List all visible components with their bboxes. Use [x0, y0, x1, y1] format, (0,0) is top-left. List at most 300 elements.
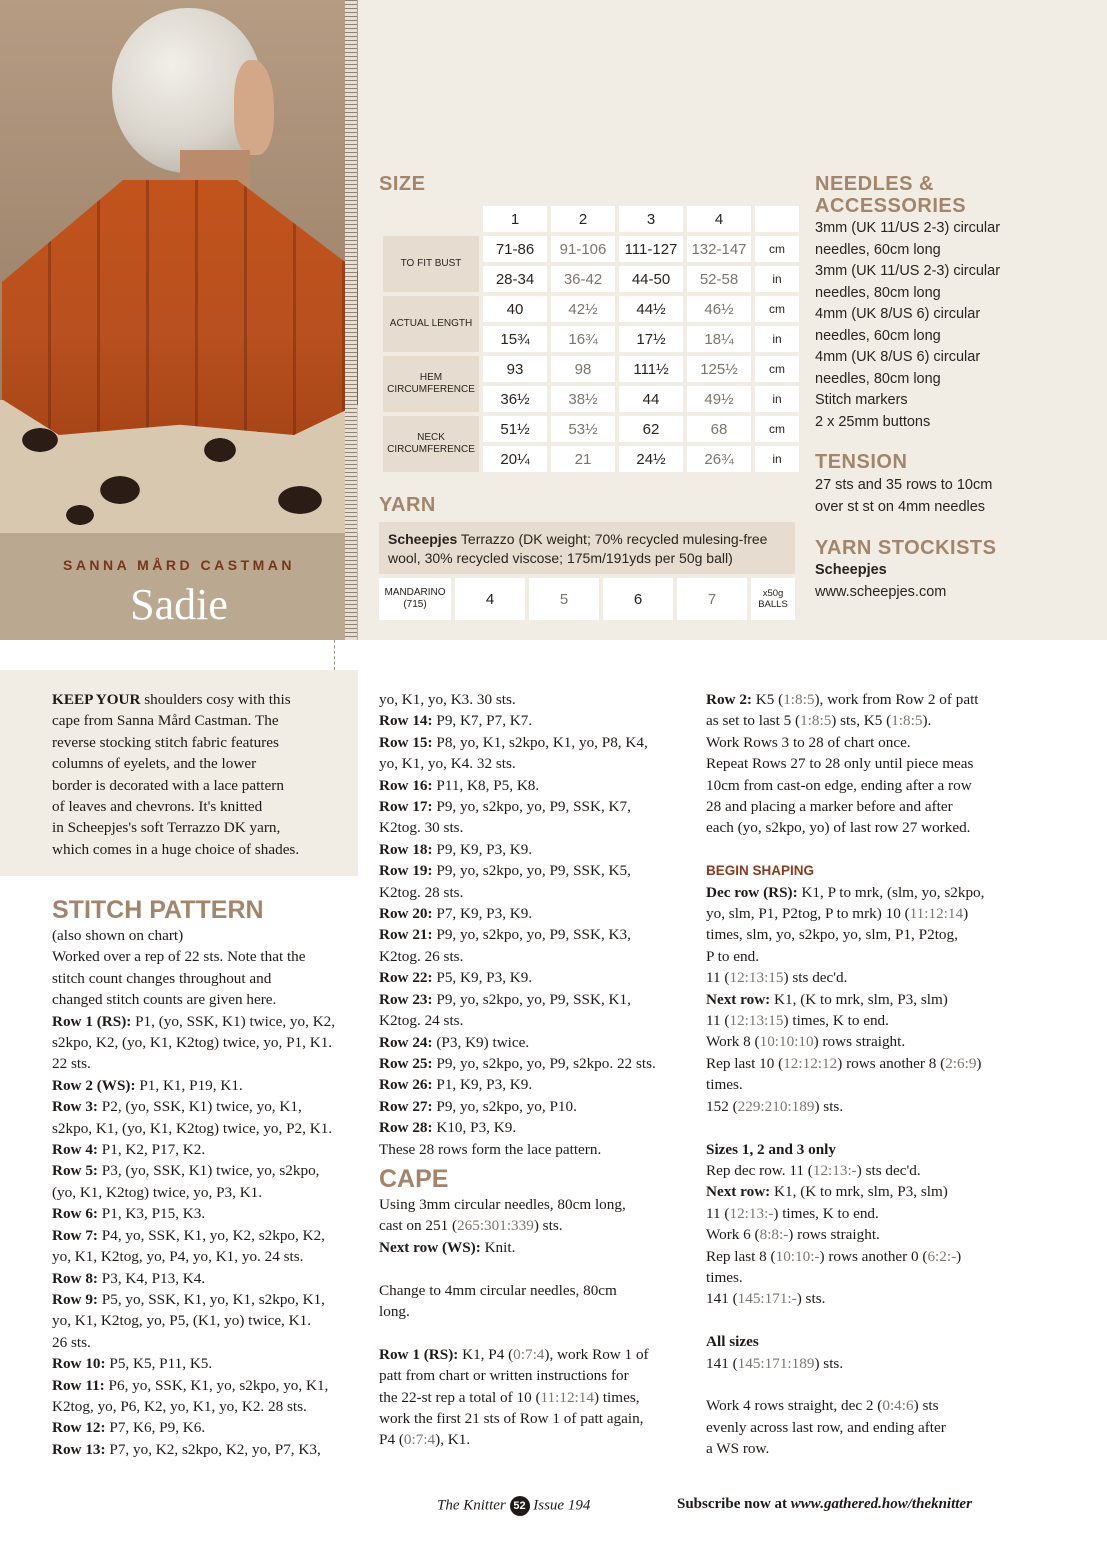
body-line: [379, 1237, 689, 1258]
row-instructions: P5, K9, P3, K9.: [432, 969, 533, 987]
size-values: 12:13:15: [729, 1012, 784, 1030]
table-cell: 46½: [687, 296, 751, 322]
text: Knit.: [480, 1238, 516, 1256]
size-header-row: [383, 206, 799, 232]
intro-line: border is decorated with a lace pattern: [52, 776, 284, 794]
row-instructions: (P3, K9) twice.: [432, 1033, 530, 1051]
list-item: 3mm (UK 11/US 2-3) circular: [815, 220, 1001, 236]
photo-face: [234, 60, 274, 155]
size-col: 4: [687, 206, 751, 232]
list-item: 2 x 25mm buttons: [815, 413, 931, 430]
body-line: changed stitch counts are given here.: [52, 991, 277, 1009]
row-instructions: P8, yo, K1, s2kpo, K1, yo, P8, K4,: [432, 733, 648, 751]
body-line: [706, 1288, 1026, 1309]
row-label: ACTUAL LENGTH: [383, 296, 479, 352]
yarn-quantity-row: [379, 578, 795, 620]
yarn-qty: 4: [455, 578, 525, 620]
pattern-row: [52, 1011, 362, 1032]
body-line: [379, 1387, 689, 1408]
unit-cell: cm: [755, 236, 799, 262]
pattern-row: [52, 1096, 362, 1117]
yarn-shade: MANDARINO (715): [379, 578, 451, 620]
row-instructions: 26 sts.: [52, 1333, 91, 1351]
stitch-pattern-col1: [52, 895, 362, 1460]
pattern-row: [379, 903, 689, 924]
text: Rep last 10 (: [706, 1054, 784, 1072]
row-label: Row 13:: [52, 1440, 106, 1458]
body-line: long.: [379, 1302, 410, 1320]
row-label: Row 4:: [52, 1141, 98, 1159]
row-instructions: yo, K1, yo, K4. 32 sts.: [379, 755, 516, 773]
yarn-brand: Scheepjes: [388, 531, 458, 547]
row-instructions: P9, K9, P3, K9.: [432, 840, 533, 858]
row-label: Row 10:: [52, 1355, 106, 1373]
row-instructions: P9, yo, s2kpo, yo, P9, SSK, K1,: [432, 990, 631, 1008]
text: Work 8 (: [706, 1033, 760, 1051]
table-cell: 49½: [687, 386, 751, 412]
text: ) times, K to end.: [773, 1204, 879, 1222]
body-line: stitch count changes throughout and: [52, 969, 272, 987]
row-label: Row 16:: [379, 776, 433, 794]
yarn-heading: YARN: [379, 494, 436, 516]
row-instructions: P3, (yo, SSK, K1) twice, yo, s2kpo,: [97, 1162, 320, 1180]
body-line: each (yo, s2kpo, yo) of last row 27 worked.: [706, 819, 971, 837]
row-label: Row 22:: [379, 969, 433, 987]
pattern-row: [52, 1182, 362, 1203]
pattern-row: [379, 1096, 689, 1117]
pattern-row: [52, 1332, 362, 1353]
row-label: Row 19:: [379, 862, 433, 880]
body-line: work the first 21 sts of Row 1 of patt again,: [379, 1409, 644, 1427]
stockists-text: [815, 560, 946, 603]
row-instructions: P7, K9, P3, K9.: [432, 905, 533, 923]
body-line: [706, 1353, 1026, 1374]
body-line: times.: [706, 1076, 743, 1094]
body-line: [379, 1215, 689, 1236]
text: K1, (K to mrk, slm, P3, slm): [770, 1183, 948, 1201]
size-col: 2: [551, 206, 615, 232]
row-label: Row 7:: [52, 1226, 98, 1244]
begin-shaping-heading: BEGIN SHAPING: [706, 863, 815, 879]
pattern-row: [52, 1032, 362, 1053]
text: ) sts, K5 (: [831, 712, 892, 730]
row-instructions: P9, yo, s2kpo, yo, P9, SSK, K7,: [432, 798, 631, 816]
designer-name: SANNA MÅRD CASTMAN: [62, 557, 296, 573]
body-line: Repeat Rows 27 to 28 only until piece meas: [706, 755, 974, 773]
row-instructions: P9, yo, s2kpo, yo, P9, s2kpo. 22 sts.: [432, 1054, 656, 1072]
intro-line: cape from Sanna Mård Castman. The: [52, 712, 279, 730]
stitch-pattern-col2: [379, 689, 689, 1451]
text: ) rows straight.: [788, 1226, 880, 1244]
row-label: HEM CIRCUMFERENCE: [383, 356, 479, 412]
text: ): [976, 1054, 982, 1072]
size-values: 1:8:5: [891, 712, 923, 730]
text: ) sts dec'd.: [783, 969, 848, 987]
needles-heading: [815, 173, 966, 217]
needles-list: [815, 218, 1000, 433]
table-cell: 111½: [619, 356, 683, 382]
body-line: [706, 882, 1026, 903]
body-line: [379, 1344, 689, 1365]
pattern-row: [379, 1117, 689, 1138]
body-line: [706, 903, 1026, 924]
text: cast on 251 (: [379, 1217, 458, 1235]
table-cell: 24½: [619, 446, 683, 472]
table-cell: 15¾: [483, 326, 547, 352]
pattern-row: [379, 967, 689, 988]
tension-heading: TENSION: [815, 451, 908, 473]
row-label: Row 14:: [379, 712, 433, 730]
text: K5 (: [751, 691, 784, 708]
table-cell: 53½: [551, 416, 615, 442]
table-cell: 28-34: [483, 266, 547, 292]
pattern-rows: [379, 689, 689, 1160]
subscribe-url[interactable]: www.gathered.how/theknitter: [790, 1496, 972, 1512]
stockist-name: Scheepjes: [815, 562, 887, 578]
body-line: 10cm from cast-on edge, ending after a row: [706, 776, 972, 794]
needles-heading-line: NEEDLES &: [815, 173, 934, 195]
row-instructions: K2tog. 24 sts.: [379, 1012, 464, 1030]
size-values: 1:8:5: [783, 691, 815, 708]
body-line: times, slm, yo, s2kpo, yo, slm, P1, P2tog,: [706, 926, 958, 944]
text: ), K1.: [435, 1431, 471, 1449]
list-item: needles, 80cm long: [815, 370, 941, 387]
text: K1, (K to mrk, slm, P3, slm): [770, 990, 948, 1008]
pattern-row: [379, 732, 689, 753]
row-instructions: K2tog. 28 sts.: [379, 883, 464, 901]
pattern-row: [52, 1118, 362, 1139]
pattern-row: [52, 1246, 362, 1267]
body-line: [706, 1031, 1026, 1052]
row-instructions: P2, (yo, SSK, K1) twice, yo, K1,: [97, 1098, 302, 1116]
table-cell: 44½: [619, 296, 683, 322]
body-line: [706, 1224, 1026, 1245]
body-line: [706, 1053, 1026, 1074]
yarn-unit: x50g BALLS: [751, 578, 795, 620]
pattern-row: [379, 817, 689, 838]
stockist-url[interactable]: www.scheepjes.com: [815, 583, 947, 600]
size-values: 145:171:-: [737, 1290, 797, 1308]
pattern-row: [379, 989, 689, 1010]
list-item: needles, 80cm long: [815, 284, 941, 301]
text: 11 (: [706, 1012, 730, 1030]
row-instructions: yo, K1, K2tog, yo, P4, yo, K1, yo. 24 sts.: [52, 1248, 304, 1266]
row-instructions: K2tog. 30 sts.: [379, 819, 464, 837]
text: K1, P to mrk, (slm, yo, s2kpo,: [797, 883, 985, 901]
body-line: [379, 1429, 689, 1450]
row-instructions: P6, yo, SSK, K1, yo, s2kpo, yo, K1,: [104, 1376, 329, 1394]
size-values: 1:8:5: [800, 712, 832, 730]
row-label: Row 9:: [52, 1290, 98, 1308]
row-instructions: P3, K4, P13, K4.: [97, 1269, 206, 1287]
table-cell: 125½: [687, 356, 751, 382]
pattern-row: [379, 860, 689, 881]
text: K1, P4 (: [458, 1345, 514, 1363]
text: Work 6 (: [706, 1226, 760, 1244]
pattern-row: [52, 1353, 362, 1374]
row-instructions: P7, yo, K2, s2kpo, K2, yo, P7, K3,: [105, 1440, 321, 1458]
row-label: Next row:: [706, 1183, 771, 1201]
table-cell: 132-147: [687, 236, 751, 262]
body-line: Work Rows 3 to 28 of chart once.: [706, 733, 911, 751]
row-instructions: P9, yo, s2kpo, yo, P9, SSK, K3,: [432, 926, 631, 944]
pattern-row: [52, 1053, 362, 1074]
intro-lead: KEEP YOUR: [52, 691, 141, 708]
body-line: times.: [706, 1268, 743, 1286]
table-cell: 62: [619, 416, 683, 442]
body-line: [706, 1203, 1026, 1224]
list-item: 3mm (UK 11/US 2-3) circular: [815, 263, 1001, 279]
body-line: (also shown on chart): [52, 927, 184, 944]
text: ) rows straight.: [813, 1033, 906, 1051]
table-cell: 93: [483, 356, 547, 382]
yarn-qty: 5: [529, 578, 599, 620]
table-cell: 111-127: [619, 236, 683, 262]
row-instructions: P1, K2, P17, K2.: [97, 1141, 206, 1159]
pattern-row: [52, 1289, 362, 1310]
row-instructions: P4, yo, SSK, K1, yo, K2, s2kpo, K2,: [97, 1226, 325, 1244]
table-cell: 44: [619, 386, 683, 412]
row-instructions: K2tog, yo, P6, K2, yo, K1, yo, K2. 28 sts.: [52, 1397, 307, 1415]
intro-text: [52, 689, 352, 860]
text: ), work from Row 2 of patt: [814, 691, 979, 708]
row-label: Row 24:: [379, 1033, 433, 1051]
body-line: [706, 1246, 1026, 1267]
row-label: Row 27:: [379, 1097, 433, 1115]
row-label: TO FIT BUST: [383, 236, 479, 292]
text: ) sts dec'd.: [856, 1161, 921, 1179]
table-cell: 21: [551, 446, 615, 472]
size-values: 2:6:9: [945, 1054, 977, 1072]
body-line: [706, 1160, 1026, 1181]
body-line: 28 and placing a marker before and after: [706, 798, 953, 816]
size-values: 145:171:189: [737, 1354, 815, 1372]
pattern-row: [52, 1139, 362, 1160]
page-number: 52: [510, 1496, 530, 1516]
row-label: Row 2 (WS):: [52, 1076, 136, 1094]
unit-cell: in: [755, 446, 799, 472]
table-cell: 98: [551, 356, 615, 382]
size-values: 8:8:-: [759, 1226, 789, 1244]
list-item: needles, 60cm long: [815, 241, 941, 258]
pattern-row: [379, 775, 689, 796]
row-label: Row 6:: [52, 1205, 98, 1223]
table-cell: 16¾: [551, 326, 615, 352]
row-instructions: P5, K5, P11, K5.: [105, 1355, 213, 1373]
pattern-row: [52, 1310, 362, 1331]
size-heading: SIZE: [379, 173, 426, 195]
yarn-qty: 6: [603, 578, 673, 620]
text: ) times,: [593, 1388, 640, 1406]
body-line: P to end.: [706, 947, 760, 965]
text: ): [956, 1247, 962, 1265]
size-values: 0:7:4: [513, 1345, 545, 1363]
body-line: [706, 710, 1026, 731]
model-photo: [0, 0, 358, 533]
unit-cell: in: [755, 266, 799, 292]
body-line: [706, 1395, 1026, 1416]
row-instructions: yo, K1, yo, K3. 30 sts.: [379, 691, 516, 708]
row-instructions: P1, K9, P3, K9.: [432, 1076, 533, 1094]
stockists-heading: YARN STOCKISTS: [815, 537, 997, 559]
pattern-row: [379, 1032, 689, 1053]
unit-cell: in: [755, 386, 799, 412]
row-instructions: yo, K1, K2tog, yo, P5, (K1, yo) twice, K1.: [52, 1312, 312, 1330]
row-instructions: P1, K3, P15, K3.: [97, 1205, 206, 1223]
table-cell: 38½: [551, 386, 615, 412]
row-label: Row 26:: [379, 1076, 433, 1094]
text: Rep dec row. 11 (: [706, 1161, 813, 1179]
text: ) rows another 0 (: [819, 1247, 928, 1265]
body-line: [706, 967, 1026, 988]
list-item: 4mm (UK 8/US 6) circular: [815, 306, 981, 322]
size-col: 1: [483, 206, 547, 232]
table-cell: 91-106: [551, 236, 615, 262]
intro-line: shoulders cosy with this: [140, 691, 291, 708]
intro-line: of leaves and chevrons. It's knitted: [52, 798, 263, 816]
body-line: patt from chart or written instructions for: [379, 1367, 629, 1385]
body-line: a WS row.: [706, 1440, 770, 1458]
row-label: Row 1 (RS):: [379, 1345, 459, 1363]
pattern-row: [52, 1075, 362, 1096]
text: 11 (: [706, 969, 730, 987]
table-cell: 42½: [551, 296, 615, 322]
dashed-divider: [334, 640, 335, 670]
pattern-row: [52, 1268, 362, 1289]
body-line: Change to 4mm circular needles, 80cm: [379, 1281, 617, 1299]
table-cell: 20¼: [483, 446, 547, 472]
size-values: 12:13:15: [729, 969, 784, 987]
tension-line: 27 sts and 35 rows to 10cm: [815, 477, 993, 493]
pattern-title: Sadie: [130, 580, 228, 629]
list-item: 4mm (UK 8/US 6) circular: [815, 349, 981, 365]
pattern-row: [379, 689, 689, 710]
size-values: 10:10:10: [759, 1033, 814, 1051]
size-values: 11:12:14: [540, 1388, 594, 1406]
body-line: [706, 1096, 1026, 1117]
size-values: 229:210:189: [737, 1097, 815, 1115]
size-values: 10:10:-: [775, 1247, 820, 1265]
row-label: Row 15:: [379, 733, 433, 751]
size-values: 265:301:339: [457, 1217, 534, 1235]
row-instructions: 22 sts.: [52, 1055, 91, 1073]
row-label: Row 25:: [379, 1054, 433, 1072]
pattern-row: [379, 924, 689, 945]
table-cell: 51½: [483, 416, 547, 442]
text: ), work Row 1 of: [544, 1345, 649, 1363]
size-values: 11:12:14: [909, 905, 964, 923]
size-values: 6:2:-: [927, 1247, 957, 1265]
photo-cape: [2, 180, 358, 435]
pattern-row: [52, 1203, 362, 1224]
pattern-row: [379, 882, 689, 903]
size-values: 0:4:6: [882, 1397, 914, 1415]
text: P4 (: [379, 1431, 404, 1449]
text: as set to last 5 (: [706, 712, 801, 730]
cape-col3: [706, 689, 1026, 1460]
list-item: Stitch markers: [815, 392, 908, 408]
row-label: Row 5:: [52, 1162, 98, 1180]
row-label: Row 17:: [379, 798, 433, 816]
pattern-row: [379, 839, 689, 860]
unit-cell: in: [755, 326, 799, 352]
table-cell: 18¼: [687, 326, 751, 352]
row-instructions: P7, K6, P9, K6.: [105, 1419, 206, 1437]
text: yo, slm, P1, P2tog, P to mrk) 10 (: [706, 905, 910, 923]
pattern-row: [52, 1375, 362, 1396]
table-cell: 44-50: [619, 266, 683, 292]
intro-line: which comes in a huge choice of shades.: [52, 840, 300, 858]
row-instructions: These 28 rows form the lace pattern.: [379, 1140, 602, 1158]
text: Work 4 rows straight, dec 2 (: [706, 1397, 883, 1415]
body-line: evenly across last row, and ending after: [706, 1418, 946, 1436]
row-label: Row 21:: [379, 926, 433, 944]
body-line: Using 3mm circular needles, 80cm long,: [379, 1195, 626, 1213]
row-label: Row 11:: [52, 1376, 105, 1394]
text: ) rows another 8 (: [837, 1054, 946, 1072]
stitch-pattern-heading: STITCH PATTERN: [52, 896, 264, 924]
text: ) sts.: [533, 1217, 563, 1235]
yarn-description: [379, 522, 795, 574]
table-cell: 40: [483, 296, 547, 322]
size-table: [379, 202, 803, 476]
sizes-heading: Sizes 1, 2 and 3 only: [706, 1140, 836, 1158]
body-line: [706, 1181, 1026, 1202]
text: ) sts.: [796, 1290, 826, 1308]
row-instructions: P9, yo, s2kpo, yo, P9, SSK, K5,: [432, 862, 631, 880]
size-values: 12:13:-: [729, 1204, 774, 1222]
pattern-row: [379, 1139, 689, 1160]
list-item: needles, 60cm long: [815, 327, 941, 344]
unit-cell: cm: [755, 416, 799, 442]
table-row: [383, 356, 799, 382]
pattern-row: [379, 1010, 689, 1031]
byline-panel: [0, 533, 358, 640]
text: Rep last 8 (: [706, 1247, 776, 1265]
row-label: Row 8:: [52, 1269, 98, 1287]
unit-cell: cm: [755, 296, 799, 322]
body-line: [706, 989, 1026, 1010]
row-instructions: s2kpo, K2, (yo, K1, K2tog) twice, yo, P1, K1.: [52, 1034, 333, 1052]
row-label: Row 23:: [379, 990, 433, 1008]
pattern-row: [52, 1160, 362, 1181]
pattern-row: [379, 796, 689, 817]
row-label: Next row (WS):: [379, 1238, 481, 1256]
table-cell: 26¾: [687, 446, 751, 472]
intro-line: in Scheepjes's soft Terrazzo DK yarn,: [52, 819, 281, 837]
row-instructions: K2tog. 26 sts.: [379, 947, 464, 965]
body-line: [706, 689, 1026, 710]
text: ) sts.: [814, 1097, 844, 1115]
cape-heading: CAPE: [379, 1164, 449, 1193]
unit-cell: cm: [755, 356, 799, 382]
row-label: Row 20:: [379, 905, 433, 923]
intro-line: reverse stocking stitch fabric features: [52, 733, 279, 751]
pattern-row: [379, 1053, 689, 1074]
footer-magazine: [437, 1496, 590, 1516]
row-label: NECK CIRCUMFERENCE: [383, 416, 479, 472]
row-instructions: s2kpo, K1, (yo, K1, K2tog) twice, yo, P2, K1.: [52, 1119, 333, 1137]
table-cell: 36-42: [551, 266, 615, 292]
text: ) sts: [913, 1397, 939, 1415]
row-instructions: P9, K7, P7, K7.: [432, 712, 533, 730]
row-instructions: P11, K8, P5, K8.: [432, 776, 540, 794]
zipper-divider: [345, 0, 357, 640]
pattern-rows: [52, 1011, 362, 1461]
table-row: [383, 416, 799, 442]
pattern-row: [52, 1417, 362, 1438]
issue-number: Issue 194: [533, 1497, 591, 1514]
